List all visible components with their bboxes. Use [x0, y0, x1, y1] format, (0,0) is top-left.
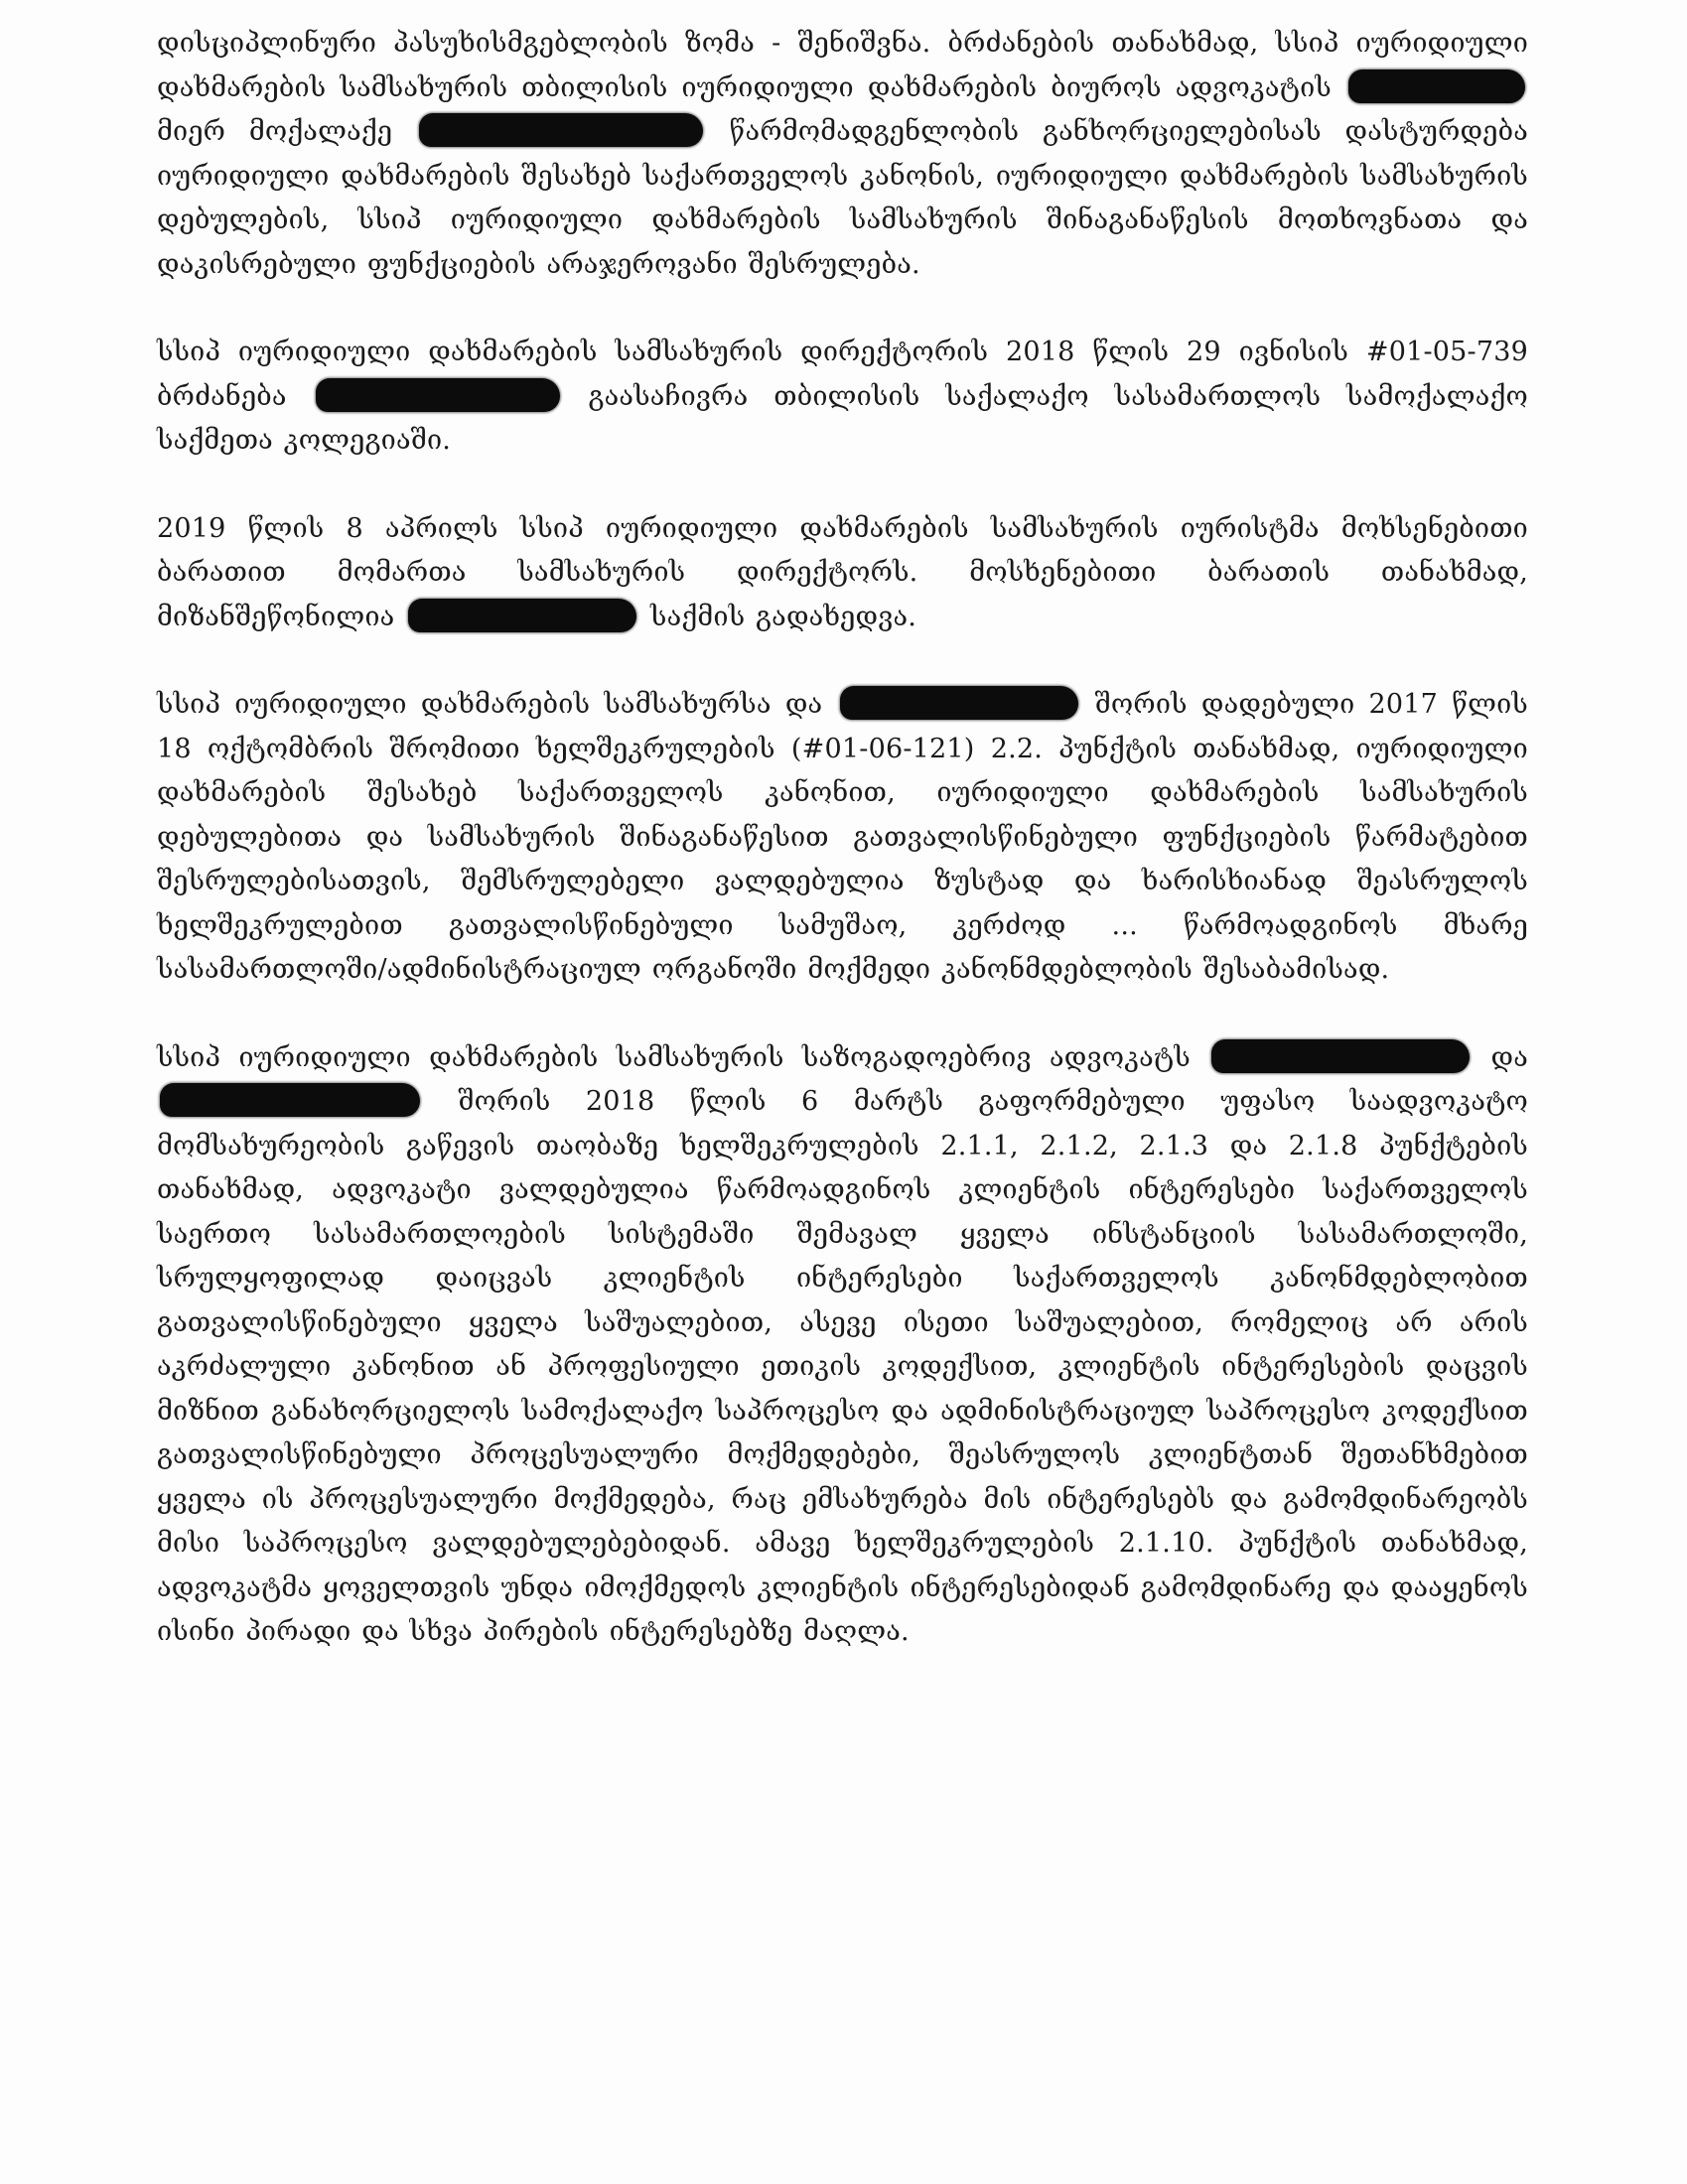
redaction-bar	[316, 378, 560, 412]
redaction-bar	[1348, 69, 1525, 103]
redaction-bar	[419, 113, 703, 147]
redaction-bar	[840, 686, 1078, 720]
paragraph-text: წარმომადგენლობის განხორციელებისას დასტურდება იურიდიული დახმარების შესახებ საქართველოს კანონის, იურიდიული დახმარების სამსახურის დებულების, სსიპ იურიდიული დახმარების სამსახურის შინაგანაწესის მოთხოვნათა და დაკისრებული ფუნქციების არაჯეროვანი შესრულება.	[157, 116, 1528, 280]
paragraph-text: სსიპ იურიდიული დახმარების სამსახურის საზოგადოებრივ ადვოკატს	[157, 1041, 1209, 1073]
paragraph-text: დისციპლინური პასუხისმგებლობის ზომა - შენიშვნა. ბრძანების თანახმად, სსიპ იურიდიული დახმარების სამსახურის თბილისის იურიდიული დახმარების ბიუროს ადვოკატის	[157, 28, 1528, 103]
paragraph-text: სსიპ იურიდიული დახმარების სამსახურსა და	[157, 689, 837, 720]
redaction-bar	[408, 599, 636, 632]
paragraph-text: 2019 წლის 8 აპრილს სსიპ იურიდიული დახმარების სამსახურის იურისტმა მოხსენებითი ბარათით მომართა სამსახურის დირექტორს. მოსხენებითი ბარათის თანახმად, მიზანშეწონილია	[157, 512, 1528, 632]
paragraph-order-appeal	[157, 331, 1528, 464]
redaction-bar	[160, 1083, 420, 1117]
paragraph-text: საქმის გადახედვა.	[639, 601, 917, 632]
paragraph-text: გაასაჩივრა თბილისის საქალაქო სასამართლოს სამოქალაქო საქმეთა კოლეგიაში.	[157, 380, 1528, 456]
paragraph-text: მიერ მოქალაქე	[157, 116, 416, 147]
paragraph-text: შორის დადებული 2017 წლის 18 ოქტომბრის შრომითი ხელშეკრულების (#01-06-121) 2.2. პუნქტის თანახმად, იურიდიული დახმარების შესახებ საქართველოს კანონით, იურიდიული დახმარების სამსახურის დებულებითა და სამსახურის შინაგანაწესით გათვალისწინებული ფუნქციების წარმატებით შესრულებისათვის, შემსრულებელი ვალდებულია ზუსტად და ხარისხიანად შეასრულოს ხელშეკრულებით გათვალისწინებული სამუშაო, კერძოდ ... წარმოადგინოს მხარე სასამართლოში/ადმინისტრაციულ ორგანოში მოქმედი კანონმდებლობის შესაბამისად.	[157, 689, 1529, 985]
paragraph-disciplinary-measure	[157, 22, 1528, 287]
paragraph-text: და	[1473, 1041, 1529, 1073]
paragraph-legal-service-contract	[157, 1036, 1528, 1655]
paragraph-memo	[157, 507, 1528, 640]
redaction-bar	[1211, 1039, 1470, 1073]
paragraph-employment-contract	[157, 683, 1528, 993]
paragraph-text: სსიპ იურიდიული დახმარების სამსახურის დირექტორის 2018 წლის 29 ივნისის #01-05-739 ბრძანება	[157, 337, 1528, 412]
paragraph-text: შორის 2018 წლის 6 მარტს გაფორმებული უფასო საადვოკატო მომსახურეობის გაწევის თაობაზე ხელშეკრულების 2.1.1, 2.1.2, 2.1.3 და 2.1.8 პუნქტების თანახმად, ადვოკატი ვალდებულია წარმოადგინოს კლიენტის ინტერესები საქართველოს საერთო სასამართლოების სისტემაში შემავალ ყველა ინსტანციის სასამართლოში, სრულყოფილად დაიცვას კლიენტის ინტერესები საქართველოს კანონმდებლობით გათვალისწინებული ყველა საშუალებით, ასევე ისეთი საშუალებით, რომელიც არ არის აკრძალული კანონით ან პროფესიული ეთიკის კოდექსით, კლიენტის ინტერესების დაცვის მიზნით განახორციელოს სამოქალაქო საპროცესო და ადმინისტრაციულ საპროცესო კოდექსით გათვალისწინებული პროცესუალური მოქმედებები, შეასრულოს კლიენტთან შეთანხმებით ყველა ის პროცესუალური მოქმედება, რაც ემსახურება მის ინტერესებს და გამომდინარეობს მისი საპროცესო ვალდებულებებიდან. ამავე ხელშეკრულების 2.1.10. პუნქტის თანახმად, ადვოკატმა ყოველთვის უნდა იმოქმედოს კლიენტის ინტერესებიდან გამომდინარე და დააყენოს ისინი პირადი და სხვა პირების ინტერესებზე მაღლა.	[157, 1086, 1528, 1647]
